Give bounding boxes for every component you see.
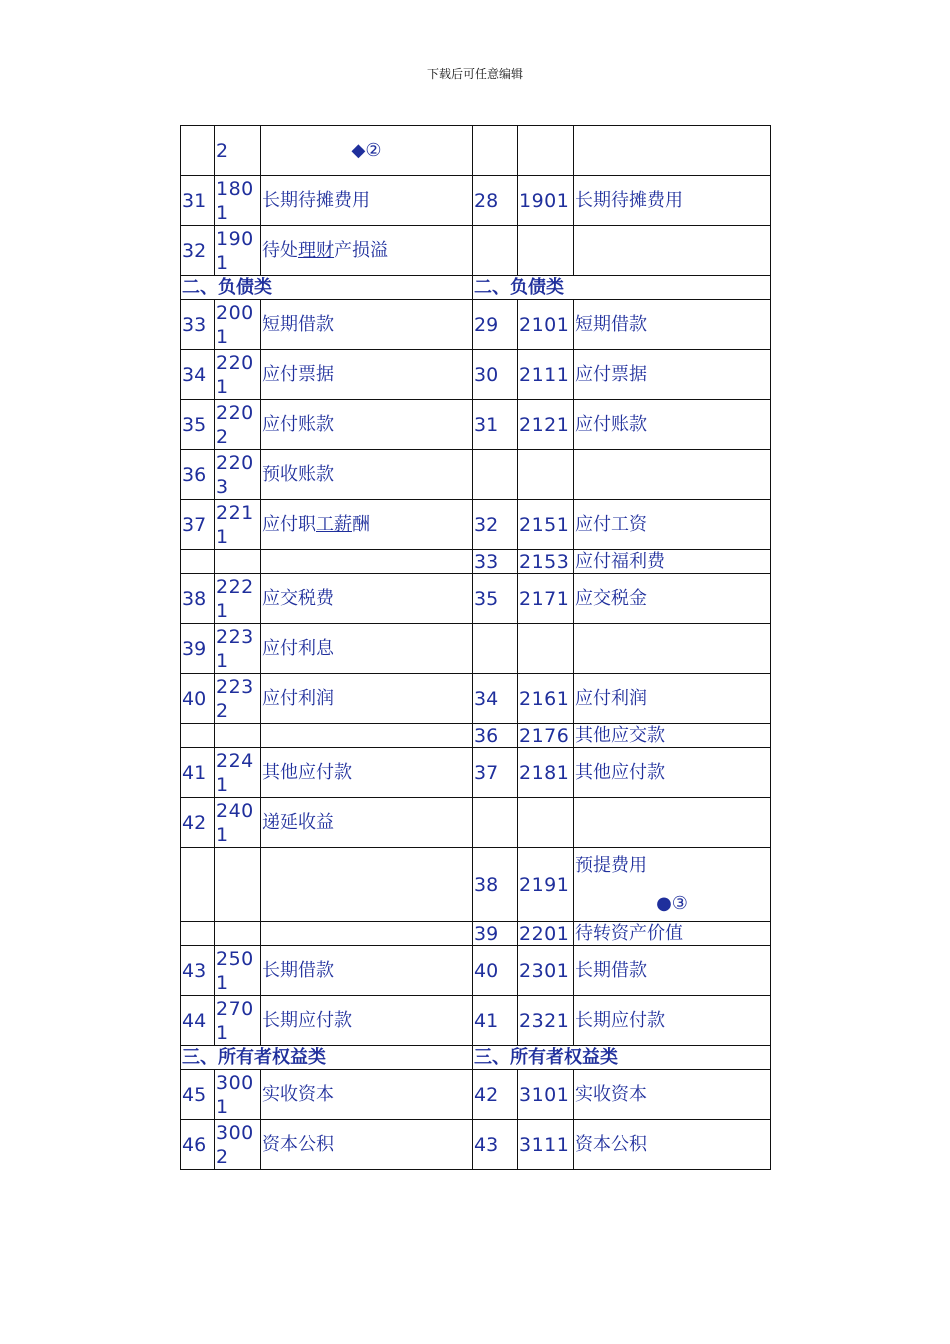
- old-code-cell: [518, 126, 574, 176]
- new-code-cell: 1801: [215, 176, 261, 226]
- old-name-cell: [574, 624, 771, 674]
- new-code-cell: 2202: [215, 400, 261, 450]
- table-row: [181, 674, 771, 724]
- new-name-cell: 应付利息: [261, 624, 473, 674]
- table-row: [181, 1120, 771, 1170]
- table-row: [181, 500, 771, 550]
- new-name-cell: [261, 848, 473, 922]
- name-part: 理财: [298, 239, 334, 261]
- note-marker: ◆②: [351, 139, 382, 161]
- old-code-cell: 2321: [518, 996, 574, 1046]
- new-code-cell: 2231: [215, 624, 261, 674]
- old-name-cell: 应付工资: [574, 500, 771, 550]
- old-code-cell: 3111: [518, 1120, 574, 1170]
- table-row: [181, 126, 771, 176]
- old-code-cell: 2111: [518, 350, 574, 400]
- new-name-cell: 应付利润: [261, 674, 473, 724]
- old-code-cell: [518, 624, 574, 674]
- old-seq-cell: 31: [473, 400, 518, 450]
- new-seq-cell: 45: [181, 1070, 215, 1120]
- new-name-cell: 长期借款: [261, 946, 473, 996]
- old-seq-cell: 29: [473, 300, 518, 350]
- new-name-cell: 长期应付款: [261, 996, 473, 1046]
- new-code-cell: [215, 724, 261, 748]
- old-seq-cell: 39: [473, 922, 518, 946]
- new-seq-cell: 33: [181, 300, 215, 350]
- name-part: 工薪: [316, 513, 352, 535]
- old-code-cell: 2153: [518, 550, 574, 574]
- table-row: [181, 848, 771, 922]
- new-seq-cell: [181, 724, 215, 748]
- new-seq-cell: 42: [181, 798, 215, 848]
- section-title-old: 三、所有者权益类: [473, 1046, 771, 1070]
- old-seq-cell: 41: [473, 996, 518, 1046]
- section-title-old: 二、负债类: [473, 276, 771, 300]
- old-name-cell: 待转资产价值: [574, 922, 771, 946]
- old-code-cell: 2171: [518, 574, 574, 624]
- old-seq-cell: 42: [473, 1070, 518, 1120]
- old-code-cell: 2181: [518, 748, 574, 798]
- new-code-cell: 2401: [215, 798, 261, 848]
- table-row: [181, 724, 771, 748]
- new-name-cell: [261, 922, 473, 946]
- old-name-cell: 短期借款: [574, 300, 771, 350]
- table-row: [181, 996, 771, 1046]
- old-seq-cell: 35: [473, 574, 518, 624]
- new-seq-cell: [181, 126, 215, 176]
- old-name-cell: 长期借款: [574, 946, 771, 996]
- table-row: [181, 624, 771, 674]
- old-name-cell: 长期待摊费用: [574, 176, 771, 226]
- old-code-cell: [518, 226, 574, 276]
- table-row: [181, 1070, 771, 1120]
- old-seq-cell: [473, 126, 518, 176]
- new-code-cell: [215, 922, 261, 946]
- new-name-cell: 短期借款: [261, 300, 473, 350]
- new-seq-cell: 46: [181, 1120, 215, 1170]
- new-seq-cell: 44: [181, 996, 215, 1046]
- old-code-cell: 2176: [518, 724, 574, 748]
- new-code-cell: 2201: [215, 350, 261, 400]
- old-name-cell: 其他应付款: [574, 748, 771, 798]
- old-seq-cell: 33: [473, 550, 518, 574]
- old-name-cell: [574, 226, 771, 276]
- old-name-cell: 应付票据: [574, 350, 771, 400]
- old-code-cell: 3101: [518, 1070, 574, 1120]
- old-code-cell: 2151: [518, 500, 574, 550]
- new-seq-cell: 38: [181, 574, 215, 624]
- section-row: [181, 1046, 771, 1070]
- name-part: 应付职: [262, 513, 316, 535]
- new-code-cell: 2221: [215, 574, 261, 624]
- new-code-cell: [215, 848, 261, 922]
- new-name-cell: 实收资本: [261, 1070, 473, 1120]
- old-seq-cell: 34: [473, 674, 518, 724]
- new-code-cell: 2: [215, 126, 261, 176]
- new-name-cell: 预收账款: [261, 450, 473, 500]
- new-seq-cell: 31: [181, 176, 215, 226]
- old-code-cell: 2191: [518, 848, 574, 922]
- old-name-cell: 应付福利费: [574, 550, 771, 574]
- new-seq-cell: 39: [181, 624, 215, 674]
- section-title-new: 二、负债类: [181, 276, 473, 300]
- note-marker: ●③: [656, 892, 688, 914]
- new-seq-cell: [181, 550, 215, 574]
- new-seq-cell: 32: [181, 226, 215, 276]
- old-name-cell: 资本公积: [574, 1120, 771, 1170]
- old-code-cell: 2121: [518, 400, 574, 450]
- new-seq-cell: 37: [181, 500, 215, 550]
- new-seq-cell: 43: [181, 946, 215, 996]
- old-name-cell: 长期应付款: [574, 996, 771, 1046]
- new-code-cell: 2241: [215, 748, 261, 798]
- section-row: [181, 276, 771, 300]
- old-code-cell: [518, 450, 574, 500]
- new-name-cell: 应付账款: [261, 400, 473, 450]
- table-row: [181, 226, 771, 276]
- old-name-cell: [574, 798, 771, 848]
- old-seq-cell: 40: [473, 946, 518, 996]
- section-title-new: 三、所有者权益类: [181, 1046, 473, 1070]
- old-seq-cell: 28: [473, 176, 518, 226]
- new-name-cell: [261, 226, 473, 276]
- new-name-cell: [261, 724, 473, 748]
- table-row: [181, 550, 771, 574]
- old-code-cell: 2201: [518, 922, 574, 946]
- name-part: 酬: [352, 513, 370, 535]
- account-table: [180, 125, 771, 1170]
- old-seq-cell: 38: [473, 848, 518, 922]
- table-row: [181, 300, 771, 350]
- new-name-cell: [261, 126, 473, 176]
- old-name-cell: 应交税金: [574, 574, 771, 624]
- old-name-cell: [574, 126, 771, 176]
- new-code-cell: 3001: [215, 1070, 261, 1120]
- new-name-cell: [261, 500, 473, 550]
- old-code-cell: 1901: [518, 176, 574, 226]
- new-name-cell: 递延收益: [261, 798, 473, 848]
- new-name-cell: 其他应付款: [261, 748, 473, 798]
- new-seq-cell: [181, 848, 215, 922]
- old-name-cell: 实收资本: [574, 1070, 771, 1120]
- name-part: 待处: [262, 239, 298, 261]
- new-code-cell: 2701: [215, 996, 261, 1046]
- old-code-cell: [518, 798, 574, 848]
- new-code-cell: 2501: [215, 946, 261, 996]
- table-row: [181, 946, 771, 996]
- new-seq-cell: 40: [181, 674, 215, 724]
- page-header: 下载后可任意编辑: [426, 67, 523, 81]
- name-part: 产损溢: [334, 239, 388, 261]
- table-row: [181, 350, 771, 400]
- table-row: [181, 798, 771, 848]
- new-seq-cell: 34: [181, 350, 215, 400]
- new-code-cell: 2211: [215, 500, 261, 550]
- new-seq-cell: [181, 922, 215, 946]
- old-seq-cell: 36: [473, 724, 518, 748]
- new-name-cell: 应交税费: [261, 574, 473, 624]
- old-name-cell: [574, 450, 771, 500]
- table-row: [181, 450, 771, 500]
- old-name-cell: [574, 848, 771, 922]
- new-name-cell: [261, 550, 473, 574]
- old-name-cell: 应付账款: [574, 400, 771, 450]
- old-name-cell: 应付利润: [574, 674, 771, 724]
- table-row: [181, 400, 771, 450]
- old-seq-cell: [473, 798, 518, 848]
- new-code-cell: 1901: [215, 226, 261, 276]
- new-name-cell: 应付票据: [261, 350, 473, 400]
- old-seq-cell: 37: [473, 748, 518, 798]
- new-name-cell: 长期待摊费用: [261, 176, 473, 226]
- table-row: [181, 176, 771, 226]
- old-name-cell: 其他应交款: [574, 724, 771, 748]
- new-seq-cell: 35: [181, 400, 215, 450]
- new-code-cell: 2203: [215, 450, 261, 500]
- new-seq-cell: 41: [181, 748, 215, 798]
- table-row: [181, 748, 771, 798]
- old-name-text: 预提费用: [575, 854, 647, 876]
- table-row: [181, 922, 771, 946]
- old-seq-cell: [473, 450, 518, 500]
- new-code-cell: 2001: [215, 300, 261, 350]
- old-code-cell: 2101: [518, 300, 574, 350]
- new-seq-cell: 36: [181, 450, 215, 500]
- new-name-cell: 资本公积: [261, 1120, 473, 1170]
- old-seq-cell: 30: [473, 350, 518, 400]
- old-seq-cell: 32: [473, 500, 518, 550]
- new-code-cell: 3002: [215, 1120, 261, 1170]
- old-seq-cell: 43: [473, 1120, 518, 1170]
- old-seq-cell: [473, 226, 518, 276]
- table-row: [181, 574, 771, 624]
- old-code-cell: 2161: [518, 674, 574, 724]
- new-code-cell: 2232: [215, 674, 261, 724]
- new-code-cell: [215, 550, 261, 574]
- old-code-cell: 2301: [518, 946, 574, 996]
- old-seq-cell: [473, 624, 518, 674]
